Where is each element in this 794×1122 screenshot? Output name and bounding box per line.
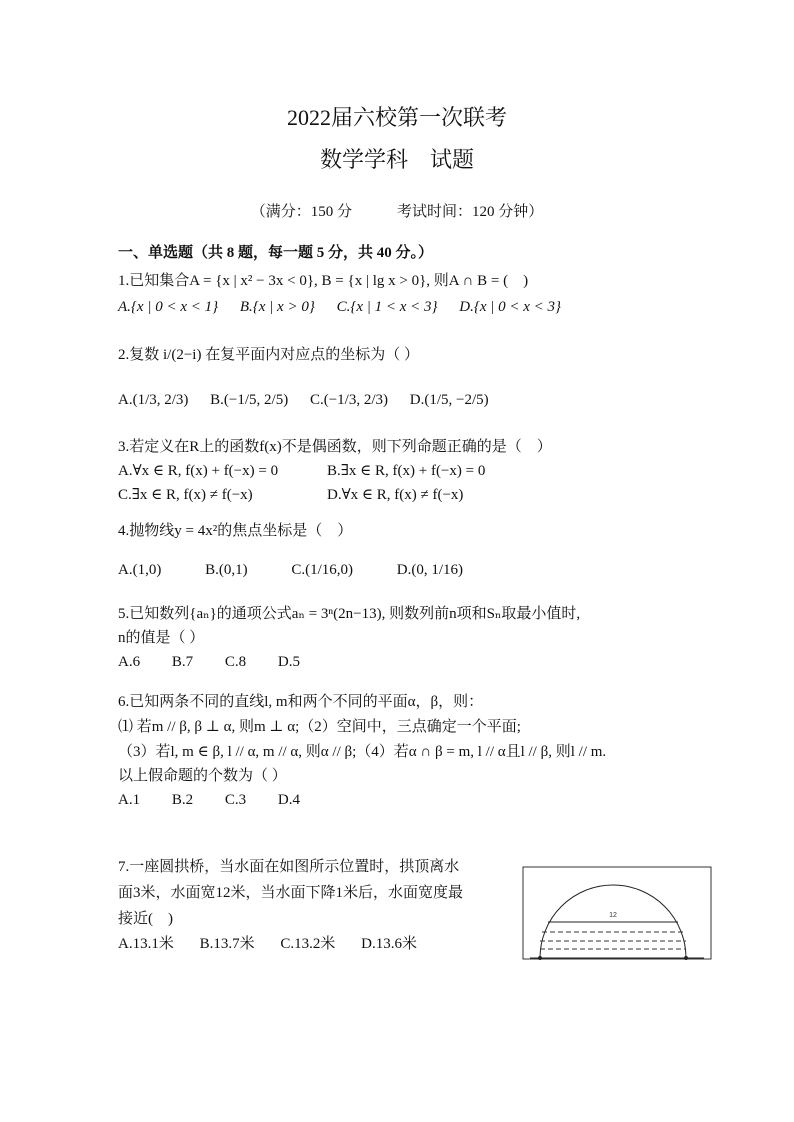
q1-option-b: B.{x | x > 0}: [239, 299, 315, 315]
q2-options: [118, 390, 507, 410]
q1-options: [118, 297, 579, 317]
section-heading: 一、单选题（共 8 题，每一题 5 分，共 40 分。）: [118, 245, 434, 261]
q5-option-b: B.7: [171, 654, 194, 670]
q4-option-a: A.(1,0): [118, 562, 162, 578]
q4-option-b: B.(0,1): [205, 562, 248, 578]
q7-stem: 7.一座圆拱桥，当水面在如图所示位置时，拱顶离水: [118, 859, 460, 875]
q4-option-d: D.(0, 1/16): [396, 562, 463, 578]
q6-statement-3: 以上假命题的个数为（ ）: [118, 768, 287, 784]
q6-option-c: C.3: [224, 792, 247, 808]
right-foot-dot: [684, 956, 688, 960]
q6-statement-2: （3）若l, m ∈ β, l // α, m // α, 则α // β;（4）若α ∩ β = m, l // α且l // β, 则l // m.: [118, 744, 607, 760]
q7-option-d: D.13.6米: [361, 936, 417, 952]
q7-stem-3: 接近( ): [118, 911, 173, 927]
q3-option-a: A.∀x ∈ R, f(x) + f(−x) = 0: [118, 463, 279, 479]
q1-option-c: C.{x | 1 < x < 3}: [336, 299, 438, 315]
q5-options: [118, 652, 318, 672]
q6-statement-1: ⑴ 若m // β, β ⊥ α, 则m ⊥ α;（2）空间中，三点确定一个平面;: [118, 719, 521, 735]
q2-option-d: D.(1/5, −2/5): [409, 392, 489, 408]
q6-options: [118, 790, 318, 810]
q6-option-b: B.2: [171, 792, 194, 808]
exam-meta: （满分：150 分 考试时间：120 分钟）: [250, 204, 544, 220]
q5-option-d: D.5: [277, 654, 300, 670]
q5-option-c: C.8: [224, 654, 247, 670]
q3-stem: 3.若定义在R上的函数f(x)不是偶函数，则下列命题正确的是（ ）: [118, 439, 552, 455]
left-foot-dot: [538, 956, 542, 960]
q6-option-a: A.1: [118, 792, 141, 808]
exam-title: 2022届六校第一次联考: [286, 105, 507, 130]
q1-option-a: A.{x | 0 < x < 1}: [118, 299, 219, 315]
exam-subtitle: 数学学科 试题: [319, 147, 474, 172]
q3-option-c: C.∃x ∈ R, f(x) ≠ f(−x): [118, 487, 253, 503]
q4-option-c: C.(1/16,0): [291, 562, 353, 578]
q6-stem: 6.已知两条不同的直线l, m和两个不同的平面α，β，则：: [118, 694, 484, 710]
q3-option-b: B.∃x ∈ R, f(x) + f(−x) = 0: [327, 463, 486, 479]
q5-stem-2: n的值是（ ）: [118, 630, 205, 646]
q3-option-d: D.∀x ∈ R, f(x) ≠ f(−x): [327, 487, 464, 503]
q7-stem-2: 面3米，水面宽12米，当水面下降1米后，水面宽度最: [118, 885, 464, 901]
q1-stem: 1.已知集合A = {x | x² − 3x < 0}, B = {x | lg x > 0}, 则A ∩ B = ( ): [118, 273, 529, 289]
q2-stem: 2.复数 i/(2−i) 在复平面内对应点的坐标为（ ）: [118, 347, 419, 363]
q7-option-b: B.13.7米: [199, 936, 255, 952]
q2-option-a: A.(1/3, 2/3): [118, 392, 189, 408]
arch-bridge-figure: [522, 866, 712, 960]
q1-option-d: D.{x | 0 < x < 3}: [459, 299, 562, 315]
q7-option-c: C.13.2米: [280, 936, 336, 952]
q7-options: [118, 934, 435, 954]
q5-stem: 5.已知数列{aₙ}的通项公式aₙ = 3ⁿ(2n−13), 则数列前n项和Sₙ取最小值时,: [118, 606, 581, 622]
q4-stem: 4.抛物线y = 4x²的焦点坐标是（ ）: [118, 523, 353, 539]
q7-option-a: A.13.1米: [118, 936, 174, 952]
q6-option-d: D.4: [277, 792, 300, 808]
q4-options: [118, 560, 481, 580]
q5-option-a: A.6: [118, 654, 141, 670]
figure-width-label: 12: [609, 912, 617, 919]
q2-option-c: C.(−1/3, 2/3): [309, 392, 389, 408]
q2-option-b: B.(−1/5, 2/5): [210, 392, 289, 408]
figure-frame: [523, 867, 711, 959]
